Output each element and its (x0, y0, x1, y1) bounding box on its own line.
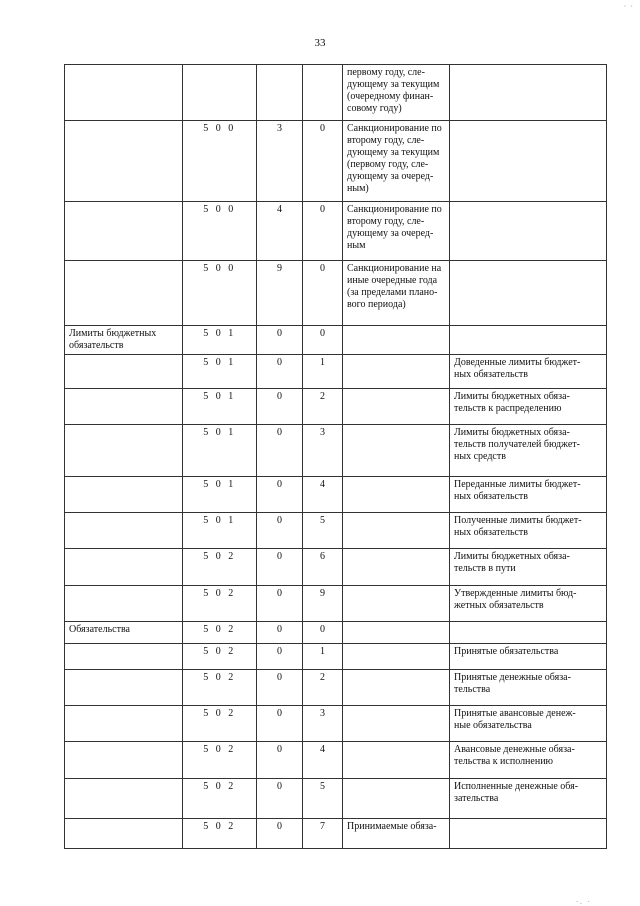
group-code-cell: 0 (257, 706, 303, 742)
account-name-cell (65, 65, 183, 121)
analytic-col6-cell (450, 121, 607, 202)
sub-code-cell (303, 65, 343, 121)
account-code-cell: 5 0 0 (183, 261, 257, 326)
table-row (65, 644, 607, 670)
sub-code-cell: 3 (303, 425, 343, 477)
group-code-cell: 0 (257, 513, 303, 549)
sub-code-cell: 5 (303, 779, 343, 819)
footer-mark: ·. · (575, 898, 592, 906)
analytic-col5-cell (343, 549, 450, 586)
account-code-cell: 5 0 2 (183, 819, 257, 849)
group-code-cell: 9 (257, 261, 303, 326)
analytic-col5-cell (343, 706, 450, 742)
analytic-col6-cell: Авансовые денежные обяза- тельства к исполнению (450, 742, 607, 779)
analytic-col6-cell (450, 65, 607, 121)
analytic-col6-cell: Доведенные лимиты бюджет- ных обязательств (450, 355, 607, 389)
sub-code-cell: 9 (303, 586, 343, 622)
analytic-col6-cell: Полученные лимиты бюджет- ных обязательств (450, 513, 607, 549)
account-code-cell: 5 0 1 (183, 355, 257, 389)
analytic-col5-cell: Санкционирование по второму году, сле- дующему за текущим (первому году, сле- дующему за очеред- ным) (343, 121, 450, 202)
account-code-cell: 5 0 1 (183, 425, 257, 477)
analytic-col5-cell (343, 670, 450, 706)
group-code-cell: 0 (257, 389, 303, 425)
group-code-cell: 0 (257, 355, 303, 389)
account-name-cell (65, 706, 183, 742)
table-row (65, 779, 607, 819)
table-row (65, 513, 607, 549)
group-code-cell: 0 (257, 742, 303, 779)
sub-code-cell: 0 (303, 622, 343, 644)
analytic-col6-cell: Лимиты бюджетных обяза- тельств получателей бюджет- ных средств (450, 425, 607, 477)
sub-code-cell: 0 (303, 121, 343, 202)
analytic-col5-cell (343, 644, 450, 670)
page-number: 33 (314, 37, 326, 49)
analytic-col5-cell (343, 477, 450, 513)
table-row (65, 742, 607, 779)
account-name-cell: Лимиты бюджетных обязательств (65, 326, 183, 355)
analytic-col5-cell (343, 326, 450, 355)
analytic-col5-cell (343, 513, 450, 549)
account-name-cell (65, 355, 183, 389)
sub-code-cell: 5 (303, 513, 343, 549)
analytic-col6-cell: Лимиты бюджетных обяза- тельств в пути (450, 549, 607, 586)
account-code-cell (183, 65, 257, 121)
account-name-cell (65, 202, 183, 261)
analytic-col5-cell (343, 742, 450, 779)
sub-code-cell: 7 (303, 819, 343, 849)
account-code-cell: 5 0 2 (183, 706, 257, 742)
analytic-col6-cell: Принятые обязательства (450, 644, 607, 670)
account-code-cell: 5 0 2 (183, 644, 257, 670)
table-row (65, 65, 607, 121)
table-row (65, 477, 607, 513)
analytic-col5-cell (343, 622, 450, 644)
account-name-cell (65, 779, 183, 819)
account-code-cell: 5 0 1 (183, 477, 257, 513)
table-row (65, 819, 607, 849)
group-code-cell: 0 (257, 779, 303, 819)
analytic-col5-cell: Санкционирование на иные очередные года (за пределами плано- вого периода) (343, 261, 450, 326)
account-name-cell (65, 425, 183, 477)
analytic-col6-cell (450, 622, 607, 644)
sub-code-cell: 1 (303, 355, 343, 389)
analytic-col5-cell: Санкционирование по второму году, сле- дующему за очеред- ным (343, 202, 450, 261)
group-code-cell: 0 (257, 326, 303, 355)
analytic-col6-cell (450, 326, 607, 355)
corner-mark: · · (623, 2, 634, 11)
analytic-col6-cell (450, 261, 607, 326)
table-row (65, 326, 607, 355)
analytic-col6-cell: Лимиты бюджетных обяза- тельств к распределению (450, 389, 607, 425)
account-name-cell (65, 586, 183, 622)
analytic-col5-cell: первому году, сле- дующему за текущим (очередному финан- совому году) (343, 65, 450, 121)
table-row (65, 202, 607, 261)
group-code-cell: 4 (257, 202, 303, 261)
account-name-cell (65, 670, 183, 706)
account-code-cell: 5 0 0 (183, 202, 257, 261)
account-name-cell (65, 819, 183, 849)
account-code-cell: 5 0 2 (183, 586, 257, 622)
analytic-col5-cell (343, 389, 450, 425)
account-name-cell: Обязательства (65, 622, 183, 644)
account-code-cell: 5 0 2 (183, 742, 257, 779)
account-name-cell (65, 389, 183, 425)
group-code-cell: 3 (257, 121, 303, 202)
group-code-cell: 0 (257, 819, 303, 849)
account-name-cell (65, 742, 183, 779)
group-code-cell: 0 (257, 477, 303, 513)
account-name-cell (65, 549, 183, 586)
group-code-cell: 0 (257, 670, 303, 706)
group-code-cell: 0 (257, 425, 303, 477)
table-row (65, 622, 607, 644)
account-code-cell: 5 0 1 (183, 326, 257, 355)
table-row (65, 586, 607, 622)
table-row (65, 389, 607, 425)
account-code-cell: 5 0 2 (183, 622, 257, 644)
table-row (65, 670, 607, 706)
account-code-cell: 5 0 2 (183, 779, 257, 819)
sub-code-cell: 0 (303, 202, 343, 261)
account-code-cell: 5 0 2 (183, 549, 257, 586)
account-name-cell (65, 644, 183, 670)
sub-code-cell: 2 (303, 389, 343, 425)
accounts-table (64, 64, 607, 849)
sub-code-cell: 2 (303, 670, 343, 706)
table-row (65, 355, 607, 389)
analytic-col6-cell (450, 819, 607, 849)
sub-code-cell: 4 (303, 477, 343, 513)
analytic-col5-cell (343, 586, 450, 622)
account-name-cell (65, 121, 183, 202)
account-code-cell: 5 0 2 (183, 670, 257, 706)
analytic-col6-cell: Исполненные денежные обя- зательства (450, 779, 607, 819)
table-row (65, 549, 607, 586)
sub-code-cell: 4 (303, 742, 343, 779)
table-row (65, 261, 607, 326)
account-name-cell (65, 261, 183, 326)
sub-code-cell: 3 (303, 706, 343, 742)
account-code-cell: 5 0 0 (183, 121, 257, 202)
table-row (65, 706, 607, 742)
group-code-cell: 0 (257, 586, 303, 622)
analytic-col6-cell: Принятые денежные обяза- тельства (450, 670, 607, 706)
table-row (65, 121, 607, 202)
analytic-col6-cell: Принятые авансовые денеж- ные обязательства (450, 706, 607, 742)
analytic-col6-cell: Переданные лимиты бюджет- ных обязательств (450, 477, 607, 513)
group-code-cell: 0 (257, 622, 303, 644)
account-code-cell: 5 0 1 (183, 389, 257, 425)
account-name-cell (65, 513, 183, 549)
account-code-cell: 5 0 1 (183, 513, 257, 549)
group-code-cell: 0 (257, 644, 303, 670)
analytic-col6-cell: Утвержденные лимиты бюд- жетных обязательств (450, 586, 607, 622)
sub-code-cell: 0 (303, 261, 343, 326)
analytic-col5-cell (343, 425, 450, 477)
group-code-cell: 0 (257, 549, 303, 586)
analytic-col5-cell: Принимаемые обяза- (343, 819, 450, 849)
analytic-col5-cell (343, 779, 450, 819)
group-code-cell (257, 65, 303, 121)
table-row (65, 425, 607, 477)
sub-code-cell: 1 (303, 644, 343, 670)
account-name-cell (65, 477, 183, 513)
analytic-col6-cell (450, 202, 607, 261)
analytic-col5-cell (343, 355, 450, 389)
sub-code-cell: 6 (303, 549, 343, 586)
sub-code-cell: 0 (303, 326, 343, 355)
